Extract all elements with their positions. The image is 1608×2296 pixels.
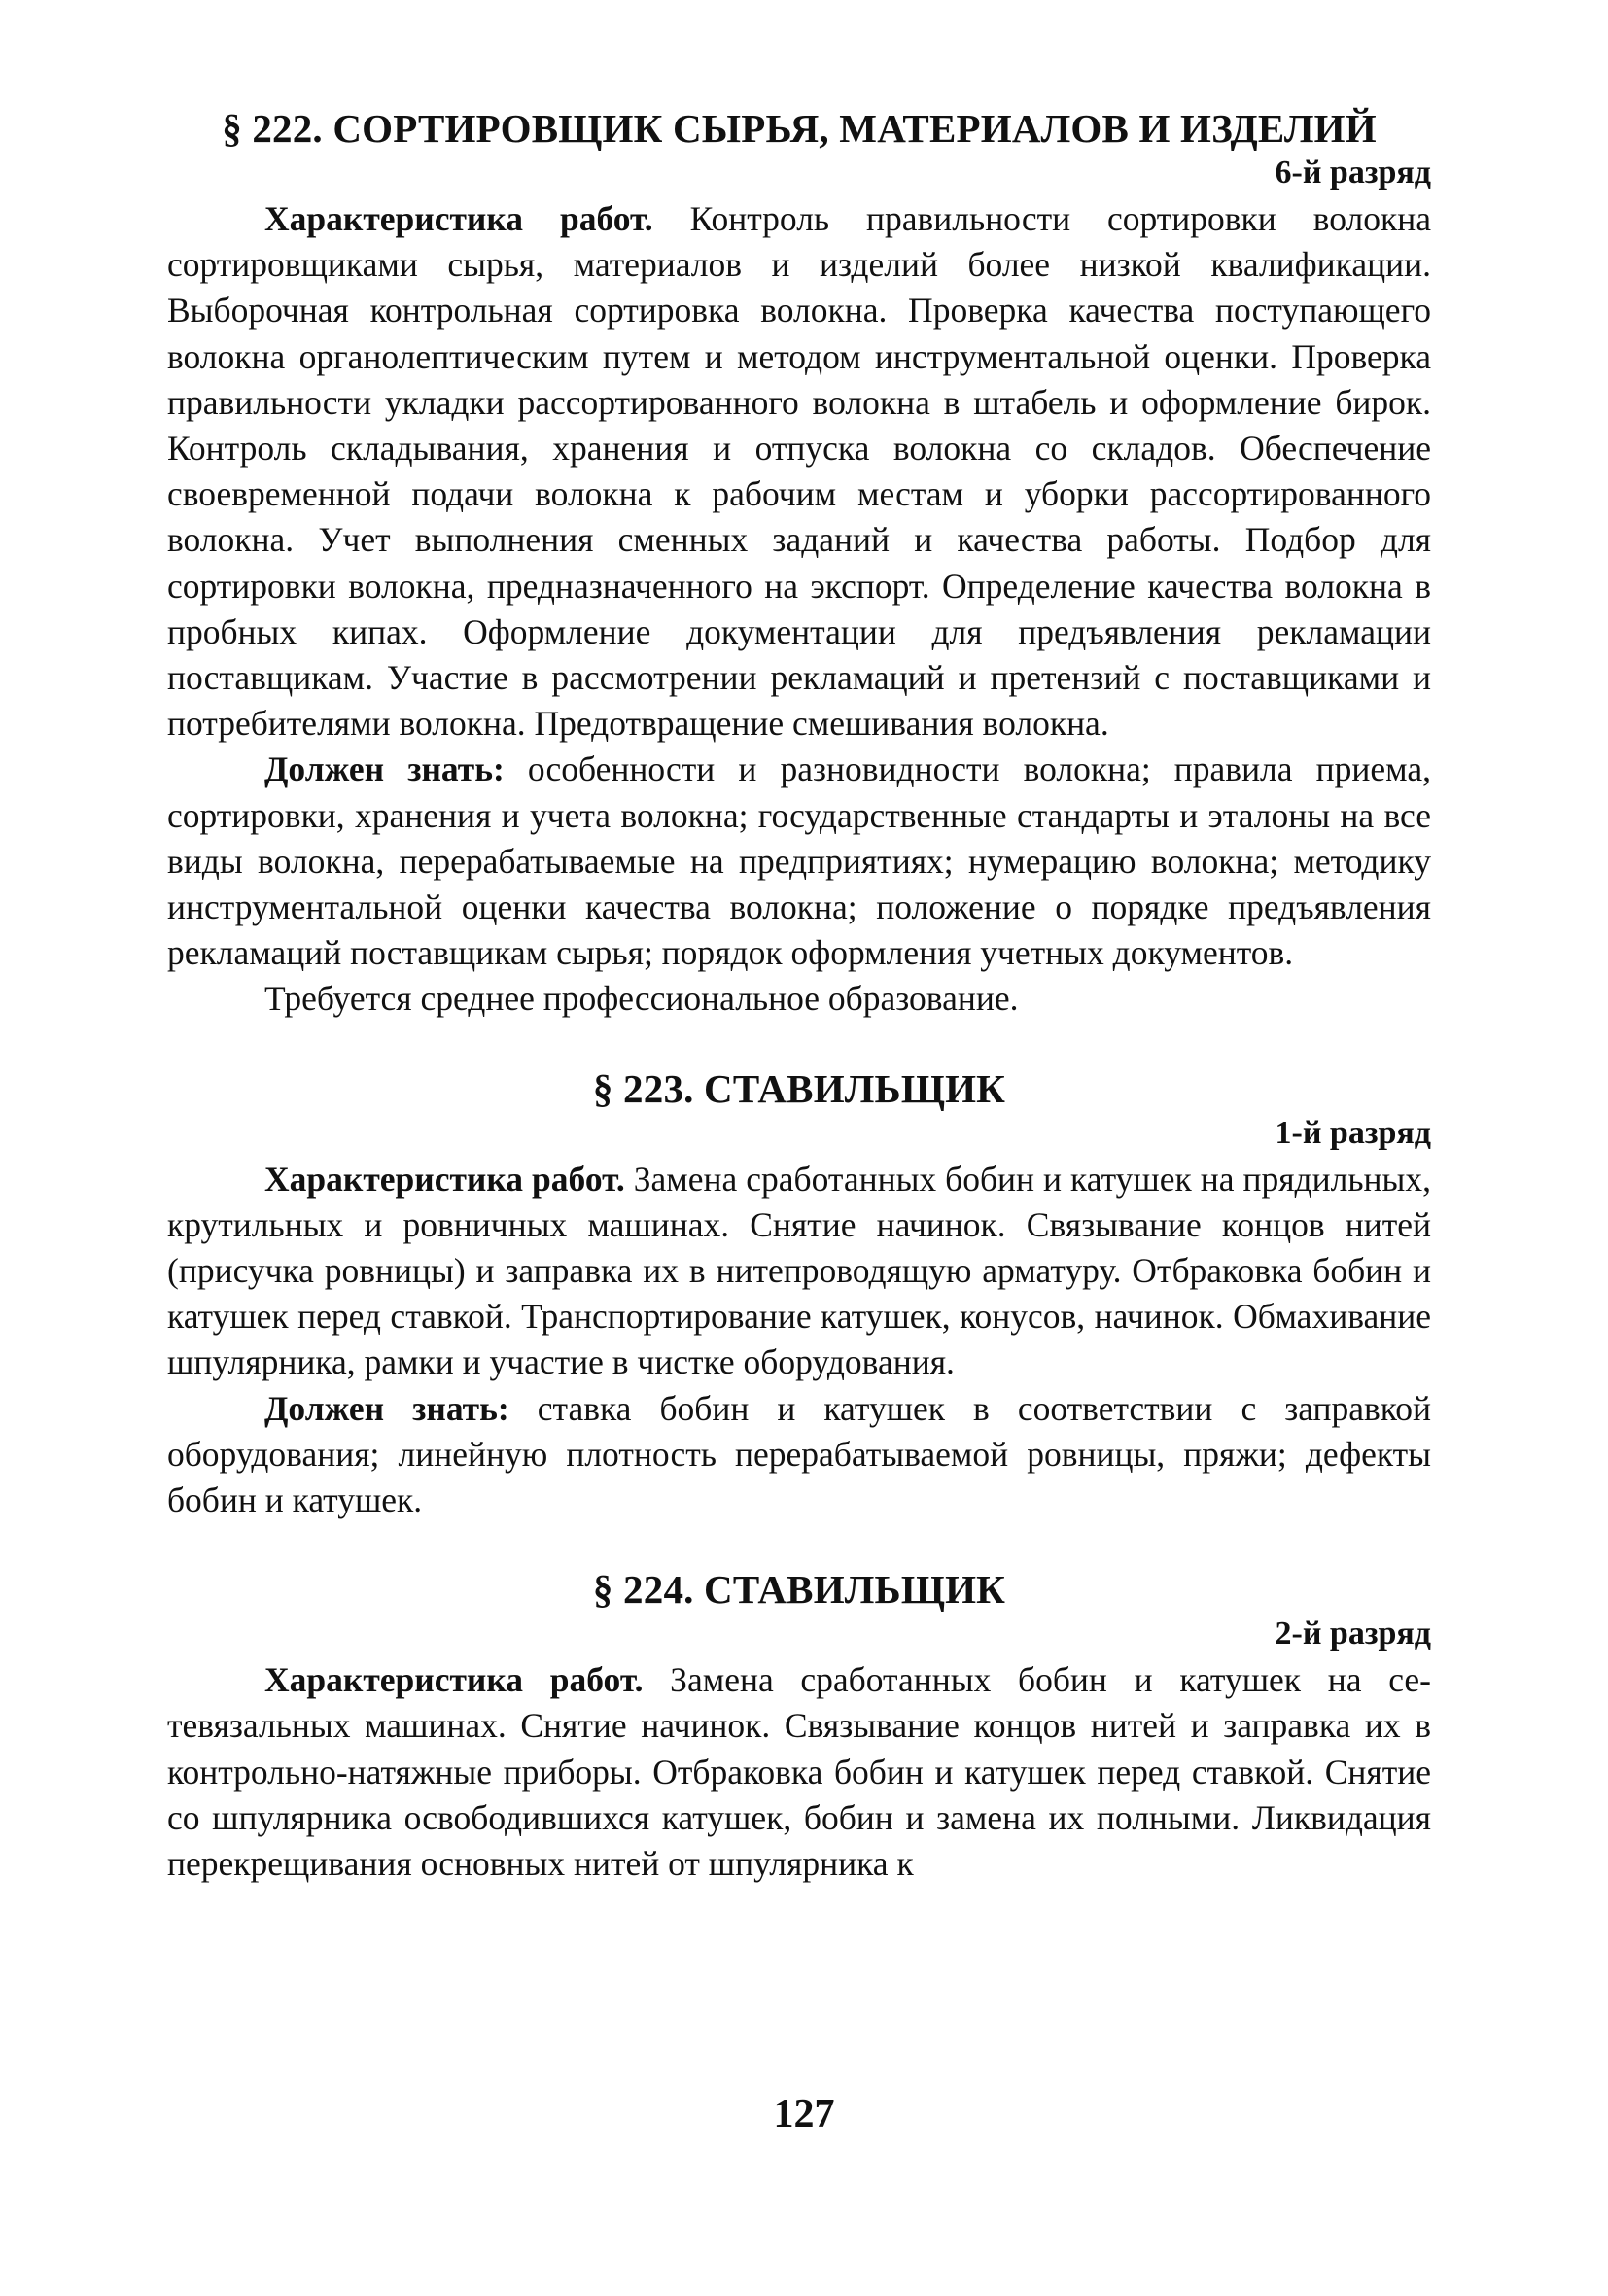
section-title: § 222. СОРТИРОВЩИК СЫРЬЯ, МАТЕРИАЛОВ И ИЗДЕЛИЙ (222, 106, 1377, 151)
education-requirement: Требуется среднее профессиональное образование. (264, 979, 1019, 1019)
required-knowledge-label: Должен знать: (264, 749, 505, 789)
section-223 (167, 1065, 1431, 1524)
work-description-label: Характеристика работ. (264, 199, 653, 238)
section-title: § 223. СТАВИЛЬЩИК (592, 1065, 1006, 1111)
section-224 (167, 1566, 1431, 1887)
section-title: § 224. СТАВИЛЬЩИК (592, 1567, 1006, 1613)
required-knowledge (167, 1386, 1431, 1524)
grade-label: 6-й разряд (1275, 155, 1431, 191)
work-description-label: Характеристика работ. (264, 1660, 644, 1700)
section-222 (167, 105, 1431, 1023)
required-knowledge (167, 747, 1431, 976)
work-description-text: Замена сработанных бобин и катушек на прядильных, крутильных и ровничных машинах. Снятие начинок. Связывание концов нитей (присучка ровницы) и заправка их в нитепроводящую арматуру. Отбраковка бобин и катушек перед ставкой. Транспортирование катушек, конусов, начинок. Обмахивание шпулярника, рамки и участие в чистке оборудования. (167, 1159, 1431, 1382)
grade-label: 2-й разряд (1275, 1616, 1431, 1652)
page-number: 127 (773, 2092, 835, 2137)
section-gap (167, 1523, 1431, 1566)
grade-label: 1-й разряд (1275, 1114, 1431, 1151)
work-description (167, 196, 1431, 747)
work-description-label: Характеристика работ. (264, 1159, 625, 1199)
work-description-text: Контроль правильности сортировки волокна сортировщиками сырья, материалов и изделий более низкой квалификации. Выборочная контрольная сортировка волокна. Проверка качества поступающего волокна органолептическим путем и методом инструментальной оценки. Проверка правильности укладки рассортированного волокна в штабель и оформление бирок. Контроль складывания, хранения и отпуска волокна со складов. Обеспечение своевременной подачи волокна к рабочим местам и уборки рассортированного волокна. Учет выполнения сменных заданий и качества работы. Подбор для сортировки волокна, предназначенного на экспорт. Определение качества волокна в пробных кипах. Оформление документации для предъявления рекламации поставщикам. Участие в рассмотрении рекламаций и претензий с поставщиками и потребителями волокна. Предотвращение смешивания волокна. (167, 199, 1431, 744)
required-knowledge-label: Должен знать: (264, 1388, 509, 1428)
required-knowledge-text: особенности и разновидности волокна; правила приема, сортировки, хранения и учета волокна; государственные стандарты и эталоны на все виды волокна, перерабатываемые на предприятиях; нумерацию волокна; методику инструментальной оценки качества волокна; положение о порядке предъявления рекламаций поставщикам сырья; порядок оформления учетных документов. (167, 749, 1431, 973)
section-gap (167, 1023, 1431, 1065)
work-description (167, 1657, 1431, 1887)
work-description-text: Замена сработанных бобин и катушек на сетевязальных машинах. Снятие начинок. Связывание концов нитей и заправка их в контрольно-натяжные приборы. Отбраковка бобин и катушек перед ставкой. Снятие со шпулярника освободившихся катушек, бобин и замена их полными. Ликвидация перекрещивания основных нитей от шпулярника к (167, 1660, 1431, 1884)
required-knowledge-text: ставка бобин и катушек в соответствии с заправкой оборудования; линейную плотность перерабатываемой ровницы, пряжи; дефекты бобин и катушек. (167, 1388, 1431, 1520)
work-description (167, 1157, 1431, 1386)
